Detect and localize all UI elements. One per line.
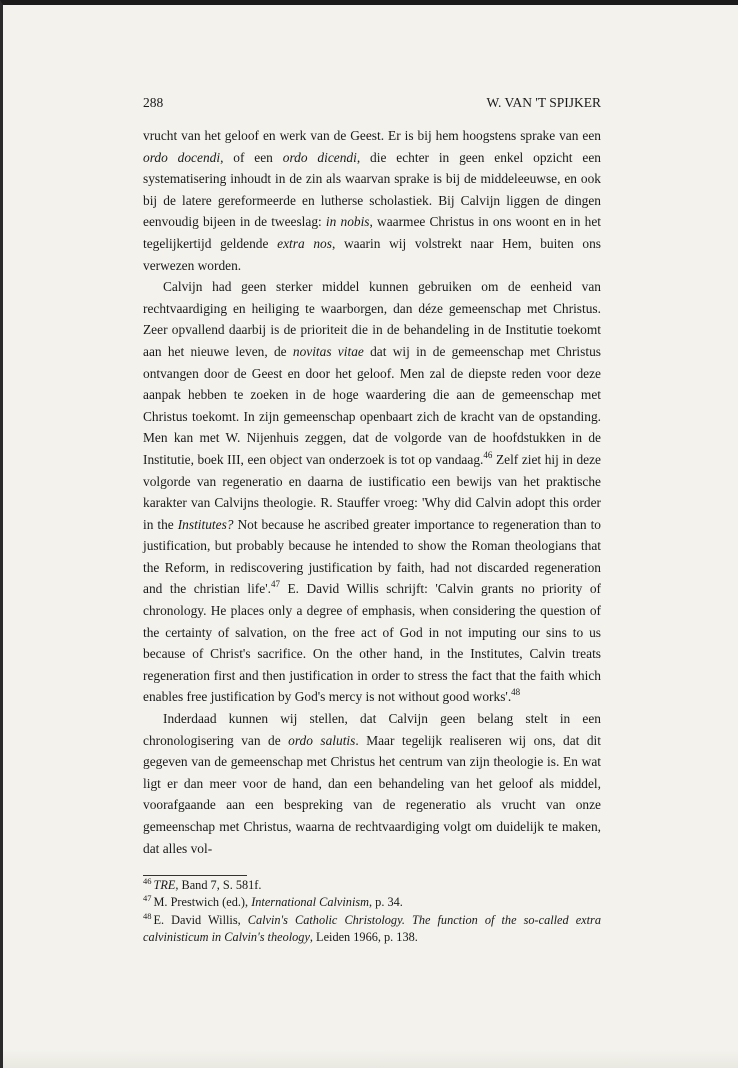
text-run: vrucht van het geloof en werk van de Geest. Er is bij hem hoogstens sprake van een — [143, 128, 601, 143]
paragraph — [143, 708, 601, 859]
text-run: , waarmee Christus in ons woont en in het tegelijkertijd geldende — [143, 214, 602, 251]
text-run: , Band 7, S. 581f. — [175, 878, 262, 892]
italic-term: ordo docendi — [143, 149, 221, 165]
text-run: , of een — [220, 149, 283, 165]
text-run: , p. 34. — [369, 895, 403, 910]
text-run: dat wij in de gemeenschap met Christus ontvangen door de Geest en door het geloof. Men zal de diepste reden voor deze aanpak hebben te zoeken in de hoge waardering die aan de gemeenschap met Christus toekomt. In zijn gemeenschap openbaart zich de kracht van de opstanding. Men kan met W. Nijenhuis zeggen, dat de volgorde van de hoofdstukken in de Institutie, boek III, een object van onderzoek is tot op vandaag. — [143, 343, 601, 467]
footnotes — [143, 877, 601, 947]
text-run: . Maar tegelijk realiseren wij ons, dat dit gegeven van de gemeenschap met Christus het centrum van zijn theologie is. En wat ligt er dan meer voor de hand, dan een behandeling van het geloof als middel, voorafgaande aan een bespreking van de regeneratio als vrucht van onze gemeenschap met Christus, waarna de rechtvaardiging volgt om duidelijk te maken, dat alles vol- — [143, 732, 601, 856]
italic-term: extra nos — [277, 235, 332, 251]
text-run: Calvijn had geen sterker middel kunnen gebruiken om de eenheid van rechtvaardiging en heiliging te waarborgen, dan déze gemeenschap met Christus. Zeer opvallend daarbij is de prioriteit die in de behandeling in de Institutie toekomt aan het nieuwe leven, de — [143, 279, 601, 359]
page-header — [143, 95, 601, 111]
body-text — [143, 125, 601, 859]
text-run: E. David Willis, — [153, 912, 248, 927]
italic-term: International Calvinism — [251, 895, 370, 910]
italic-term: in nobis — [325, 214, 370, 230]
running-head: W. VAN 'T SPIJKER — [486, 95, 601, 110]
italic-term: Calvin's Catholic Christology. The function of the so-called extra calvinisticum in Calvin's theology — [143, 912, 601, 945]
text-run: Not because he ascribed greater importance to regeneration than to justification, but probably because he intended to show the Roman theologians that the Reform, in rediscovering justification by faith, had not discarded regeneration and the christian life'. — [143, 516, 601, 597]
footnote-ref: 46 — [483, 449, 493, 460]
paragraph — [143, 125, 601, 276]
page-edge — [3, 1050, 738, 1068]
footnote-ref: 47 — [270, 579, 280, 590]
text-run: E. David Willis schrijft: 'Calvin grants no priority of chronology. He places only a degree of emphasis, when considering the question of the certainty of salvation, on the free act of God in not imputing our sins to us because of Christ's sacrifice. On the other hand, in the Institutes, Calvin treats regeneration first and then justification in order to stress the fact that the faith which enables free justification by God's mercy is not without good works'. — [143, 581, 601, 705]
footnote-number: 47 — [143, 893, 152, 904]
footnote-47 — [143, 894, 601, 911]
footnote-46 — [143, 877, 601, 894]
text-run: , waarin wij volstrekt naar Hem, buiten ons verwezen worden. — [143, 235, 601, 273]
footnote-divider — [143, 875, 247, 876]
italic-term: ordo dicendi — [282, 149, 357, 165]
footnote-ref: 48 — [511, 687, 521, 698]
paragraph — [143, 276, 601, 708]
footnote-number: 46 — [143, 876, 152, 886]
footnote-number: 48 — [143, 910, 152, 921]
text-run: Inderdaad kunnen wij stellen, dat Calvijn geen belang stelt in een chronologisering van de — [143, 711, 601, 748]
italic-term: Institutes? — [177, 516, 234, 532]
footnote-48 — [143, 912, 601, 947]
italic-term: ordo salutis — [288, 732, 356, 748]
text-run: , Leiden 1966, p. 138. — [309, 930, 418, 945]
text-run: M. Prestwich (ed.), — [153, 895, 252, 910]
page-number: 288 — [143, 95, 164, 110]
italic-term: novitas vitae — [292, 343, 364, 359]
italic-term: TRE — [153, 878, 176, 892]
text-run: Zelf ziet hij in deze volgorde van regeneratio en daarna de iustificatio een bewijs van het praktische karakter van Calvijns theologie. R. Stauffer vroeg: 'Why did Calvin adopt this order in the — [143, 451, 601, 532]
text-run: , die echter in geen enkel opzicht een systematisering inhoudt in de zin als waarvan sprake is bij de middeleeuwse, en ook bij de latere gereformeerde en lutherse scholastiek. Bij Calvijn liggen de dingen eenvoudig bijeen in de tweeslag: — [143, 149, 601, 230]
